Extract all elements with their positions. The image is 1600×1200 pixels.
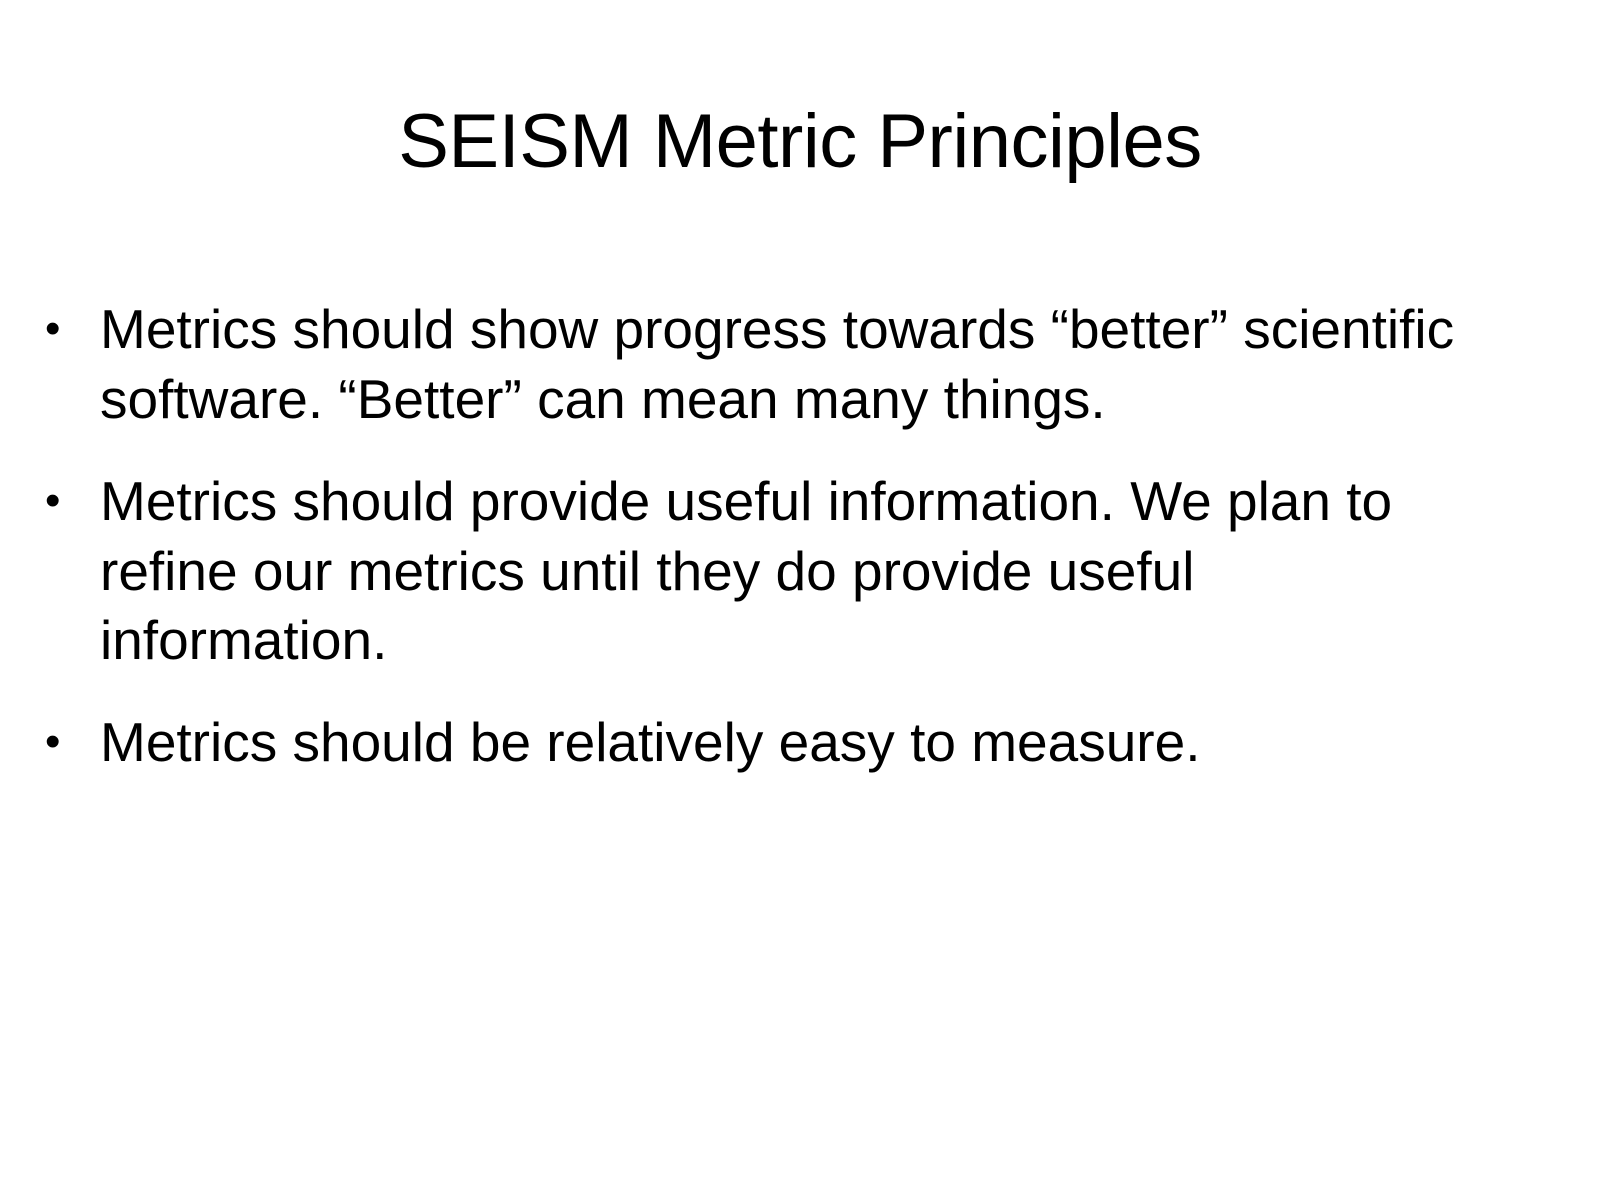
- bullet-point-icon: •: [45, 304, 61, 353]
- bullet-point-icon: •: [45, 717, 61, 767]
- list-item: [30, 708, 1490, 778]
- list-item: [30, 467, 1490, 677]
- list-item-label: Metrics should be relatively easy to measure.: [100, 711, 1201, 774]
- list-item-label: Metrics should provide useful information. We plan to refine our metrics until they do provide useful information.: [100, 469, 1393, 672]
- bullet-list: [30, 295, 1490, 778]
- bullet-point-icon: •: [45, 475, 61, 525]
- page-title: SEISM Metric Principles: [398, 99, 1202, 184]
- list-item: [30, 295, 1490, 435]
- list-item-label: Metrics should show progress towards “better” scientific software. “Better” can mean many things.: [100, 298, 1455, 430]
